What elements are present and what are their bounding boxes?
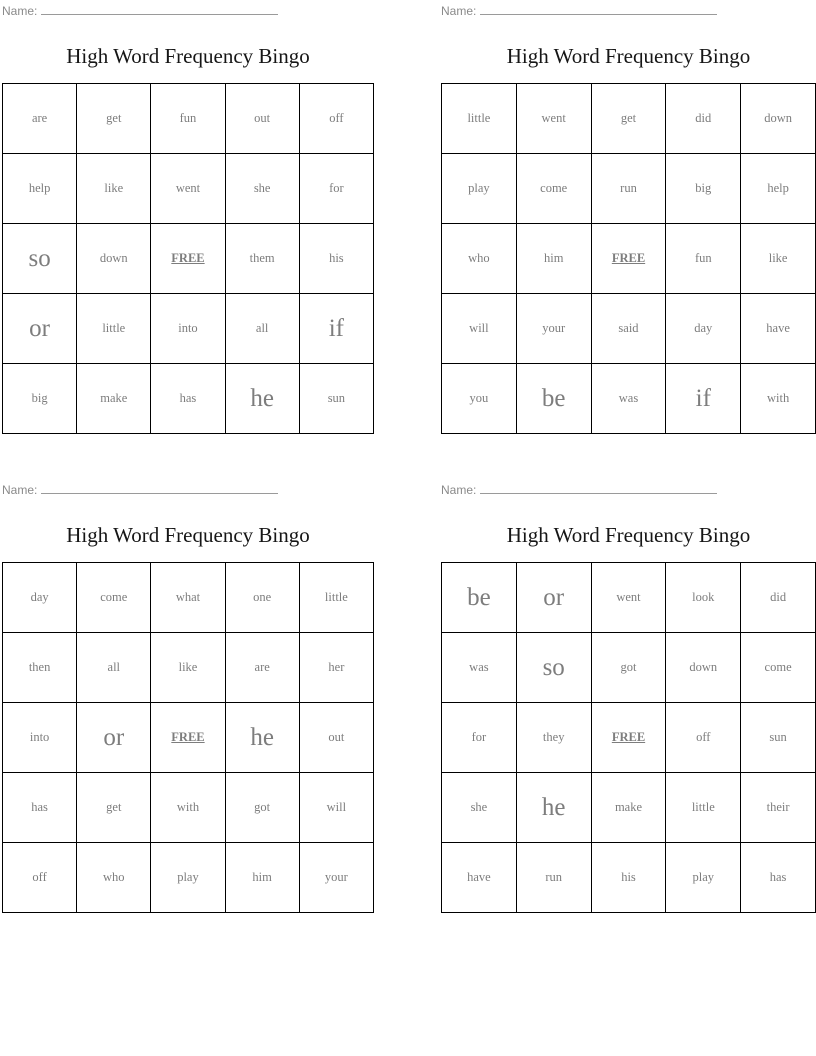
free-cell: FREE (151, 224, 225, 294)
bingo-cell: did (741, 563, 816, 633)
bingo-cell: down (666, 633, 741, 703)
bingo-cell: you (442, 364, 517, 434)
bingo-row (3, 843, 374, 913)
bingo-row (3, 224, 374, 294)
bingo-cell: little (442, 84, 517, 154)
bingo-cell: was (591, 364, 666, 434)
bingo-cell: will (442, 294, 517, 364)
name-row (441, 4, 717, 20)
bingo-cell: your (516, 294, 591, 364)
bingo-cell: went (591, 563, 666, 633)
bingo-cell: be (442, 563, 517, 633)
bingo-cell: big (666, 154, 741, 224)
bingo-cell: he (225, 703, 299, 773)
bingo-grid (441, 562, 816, 913)
name-blank-line (41, 4, 278, 15)
card-title: High Word Frequency Bingo (506, 44, 751, 68)
bingo-cell: have (442, 843, 517, 913)
bingo-cell: come (741, 633, 816, 703)
bingo-row (442, 154, 816, 224)
bingo-cell: she (442, 773, 517, 843)
bingo-cell: into (151, 294, 225, 364)
bingo-cell: look (666, 563, 741, 633)
bingo-cell: what (151, 563, 225, 633)
bingo-cell: like (151, 633, 225, 703)
bingo-cell: has (3, 773, 77, 843)
name-label: Name: (2, 483, 38, 497)
bingo-cell: play (442, 154, 517, 224)
bingo-grid (441, 83, 816, 434)
bingo-cell: come (516, 154, 591, 224)
name-row (441, 483, 717, 499)
name-row (2, 483, 278, 499)
bingo-cell: out (299, 703, 373, 773)
bingo-cell: sun (299, 364, 373, 434)
bingo-cell: get (77, 84, 151, 154)
bingo-row (442, 364, 816, 434)
name-blank-line (480, 483, 717, 494)
bingo-cell: they (516, 703, 591, 773)
bingo-cell: have (741, 294, 816, 364)
bingo-cell: went (516, 84, 591, 154)
bingo-row (3, 633, 374, 703)
bingo-cell: all (77, 633, 151, 703)
bingo-cell: run (516, 843, 591, 913)
bingo-cell: get (77, 773, 151, 843)
bingo-cell: day (3, 563, 77, 633)
bingo-cell: went (151, 154, 225, 224)
bingo-cell: off (666, 703, 741, 773)
name-label: Name: (441, 4, 477, 18)
card-title: High Word Frequency Bingo (506, 523, 751, 547)
bingo-row (3, 773, 374, 843)
bingo-cell: then (3, 633, 77, 703)
bingo-cell: was (442, 633, 517, 703)
bingo-cell: little (299, 563, 373, 633)
bingo-cell: said (591, 294, 666, 364)
bingo-cell: all (225, 294, 299, 364)
bingo-row (442, 633, 816, 703)
card-title: High Word Frequency Bingo (66, 523, 310, 547)
card-title: High Word Frequency Bingo (66, 44, 310, 68)
bingo-cell: help (3, 154, 77, 224)
bingo-cell: are (3, 84, 77, 154)
bingo-cell: him (516, 224, 591, 294)
bingo-row (442, 224, 816, 294)
bingo-cell: help (741, 154, 816, 224)
bingo-cell: him (225, 843, 299, 913)
bingo-cell: little (77, 294, 151, 364)
free-cell: FREE (151, 703, 225, 773)
free-cell: FREE (591, 703, 666, 773)
bingo-cell: fun (151, 84, 225, 154)
bingo-cell: get (591, 84, 666, 154)
bingo-row (442, 84, 816, 154)
bingo-cell: are (225, 633, 299, 703)
bingo-cell: with (741, 364, 816, 434)
name-blank-line (480, 4, 717, 15)
bingo-grid (2, 562, 374, 913)
bingo-cell: he (516, 773, 591, 843)
bingo-row (442, 773, 816, 843)
bingo-row (3, 294, 374, 364)
bingo-cell: with (151, 773, 225, 843)
bingo-cell: did (666, 84, 741, 154)
bingo-cell: so (3, 224, 77, 294)
bingo-cell: out (225, 84, 299, 154)
bingo-cell: make (77, 364, 151, 434)
bingo-cell: off (299, 84, 373, 154)
bingo-row (3, 563, 374, 633)
bingo-cell: if (666, 364, 741, 434)
bingo-cell: or (3, 294, 77, 364)
bingo-cell: who (77, 843, 151, 913)
bingo-cell: so (516, 633, 591, 703)
bingo-cell: down (741, 84, 816, 154)
bingo-cell: has (741, 843, 816, 913)
bingo-cell: little (666, 773, 741, 843)
bingo-cell: play (151, 843, 225, 913)
bingo-cell: be (516, 364, 591, 434)
bingo-row (3, 154, 374, 224)
bingo-cell: who (442, 224, 517, 294)
bingo-cell: or (77, 703, 151, 773)
bingo-cell: day (666, 294, 741, 364)
bingo-cell: if (299, 294, 373, 364)
bingo-cell: will (299, 773, 373, 843)
bingo-cell: his (299, 224, 373, 294)
bingo-row (3, 703, 374, 773)
bingo-grid (2, 83, 374, 434)
bingo-cell: for (442, 703, 517, 773)
bingo-cell: one (225, 563, 299, 633)
free-cell: FREE (591, 224, 666, 294)
bingo-cell: play (666, 843, 741, 913)
bingo-cell: or (516, 563, 591, 633)
bingo-row (3, 84, 374, 154)
bingo-cell: your (299, 843, 373, 913)
bingo-row (442, 843, 816, 913)
bingo-cell: into (3, 703, 77, 773)
bingo-cell: them (225, 224, 299, 294)
bingo-cell: make (591, 773, 666, 843)
name-row (2, 4, 278, 20)
bingo-row (442, 294, 816, 364)
bingo-cell: her (299, 633, 373, 703)
bingo-cell: off (3, 843, 77, 913)
bingo-cell: come (77, 563, 151, 633)
bingo-row (3, 364, 374, 434)
bingo-cell: their (741, 773, 816, 843)
bingo-cell: he (225, 364, 299, 434)
bingo-cell: she (225, 154, 299, 224)
bingo-cell: has (151, 364, 225, 434)
bingo-cell: run (591, 154, 666, 224)
bingo-cell: big (3, 364, 77, 434)
bingo-cell: fun (666, 224, 741, 294)
name-label: Name: (2, 4, 38, 18)
bingo-cell: got (591, 633, 666, 703)
bingo-row (442, 563, 816, 633)
bingo-cell: down (77, 224, 151, 294)
bingo-cell: got (225, 773, 299, 843)
name-blank-line (41, 483, 278, 494)
bingo-cell: for (299, 154, 373, 224)
bingo-cell: sun (741, 703, 816, 773)
bingo-row (442, 703, 816, 773)
bingo-cell: his (591, 843, 666, 913)
name-label: Name: (441, 483, 477, 497)
bingo-cell: like (77, 154, 151, 224)
bingo-cell: like (741, 224, 816, 294)
